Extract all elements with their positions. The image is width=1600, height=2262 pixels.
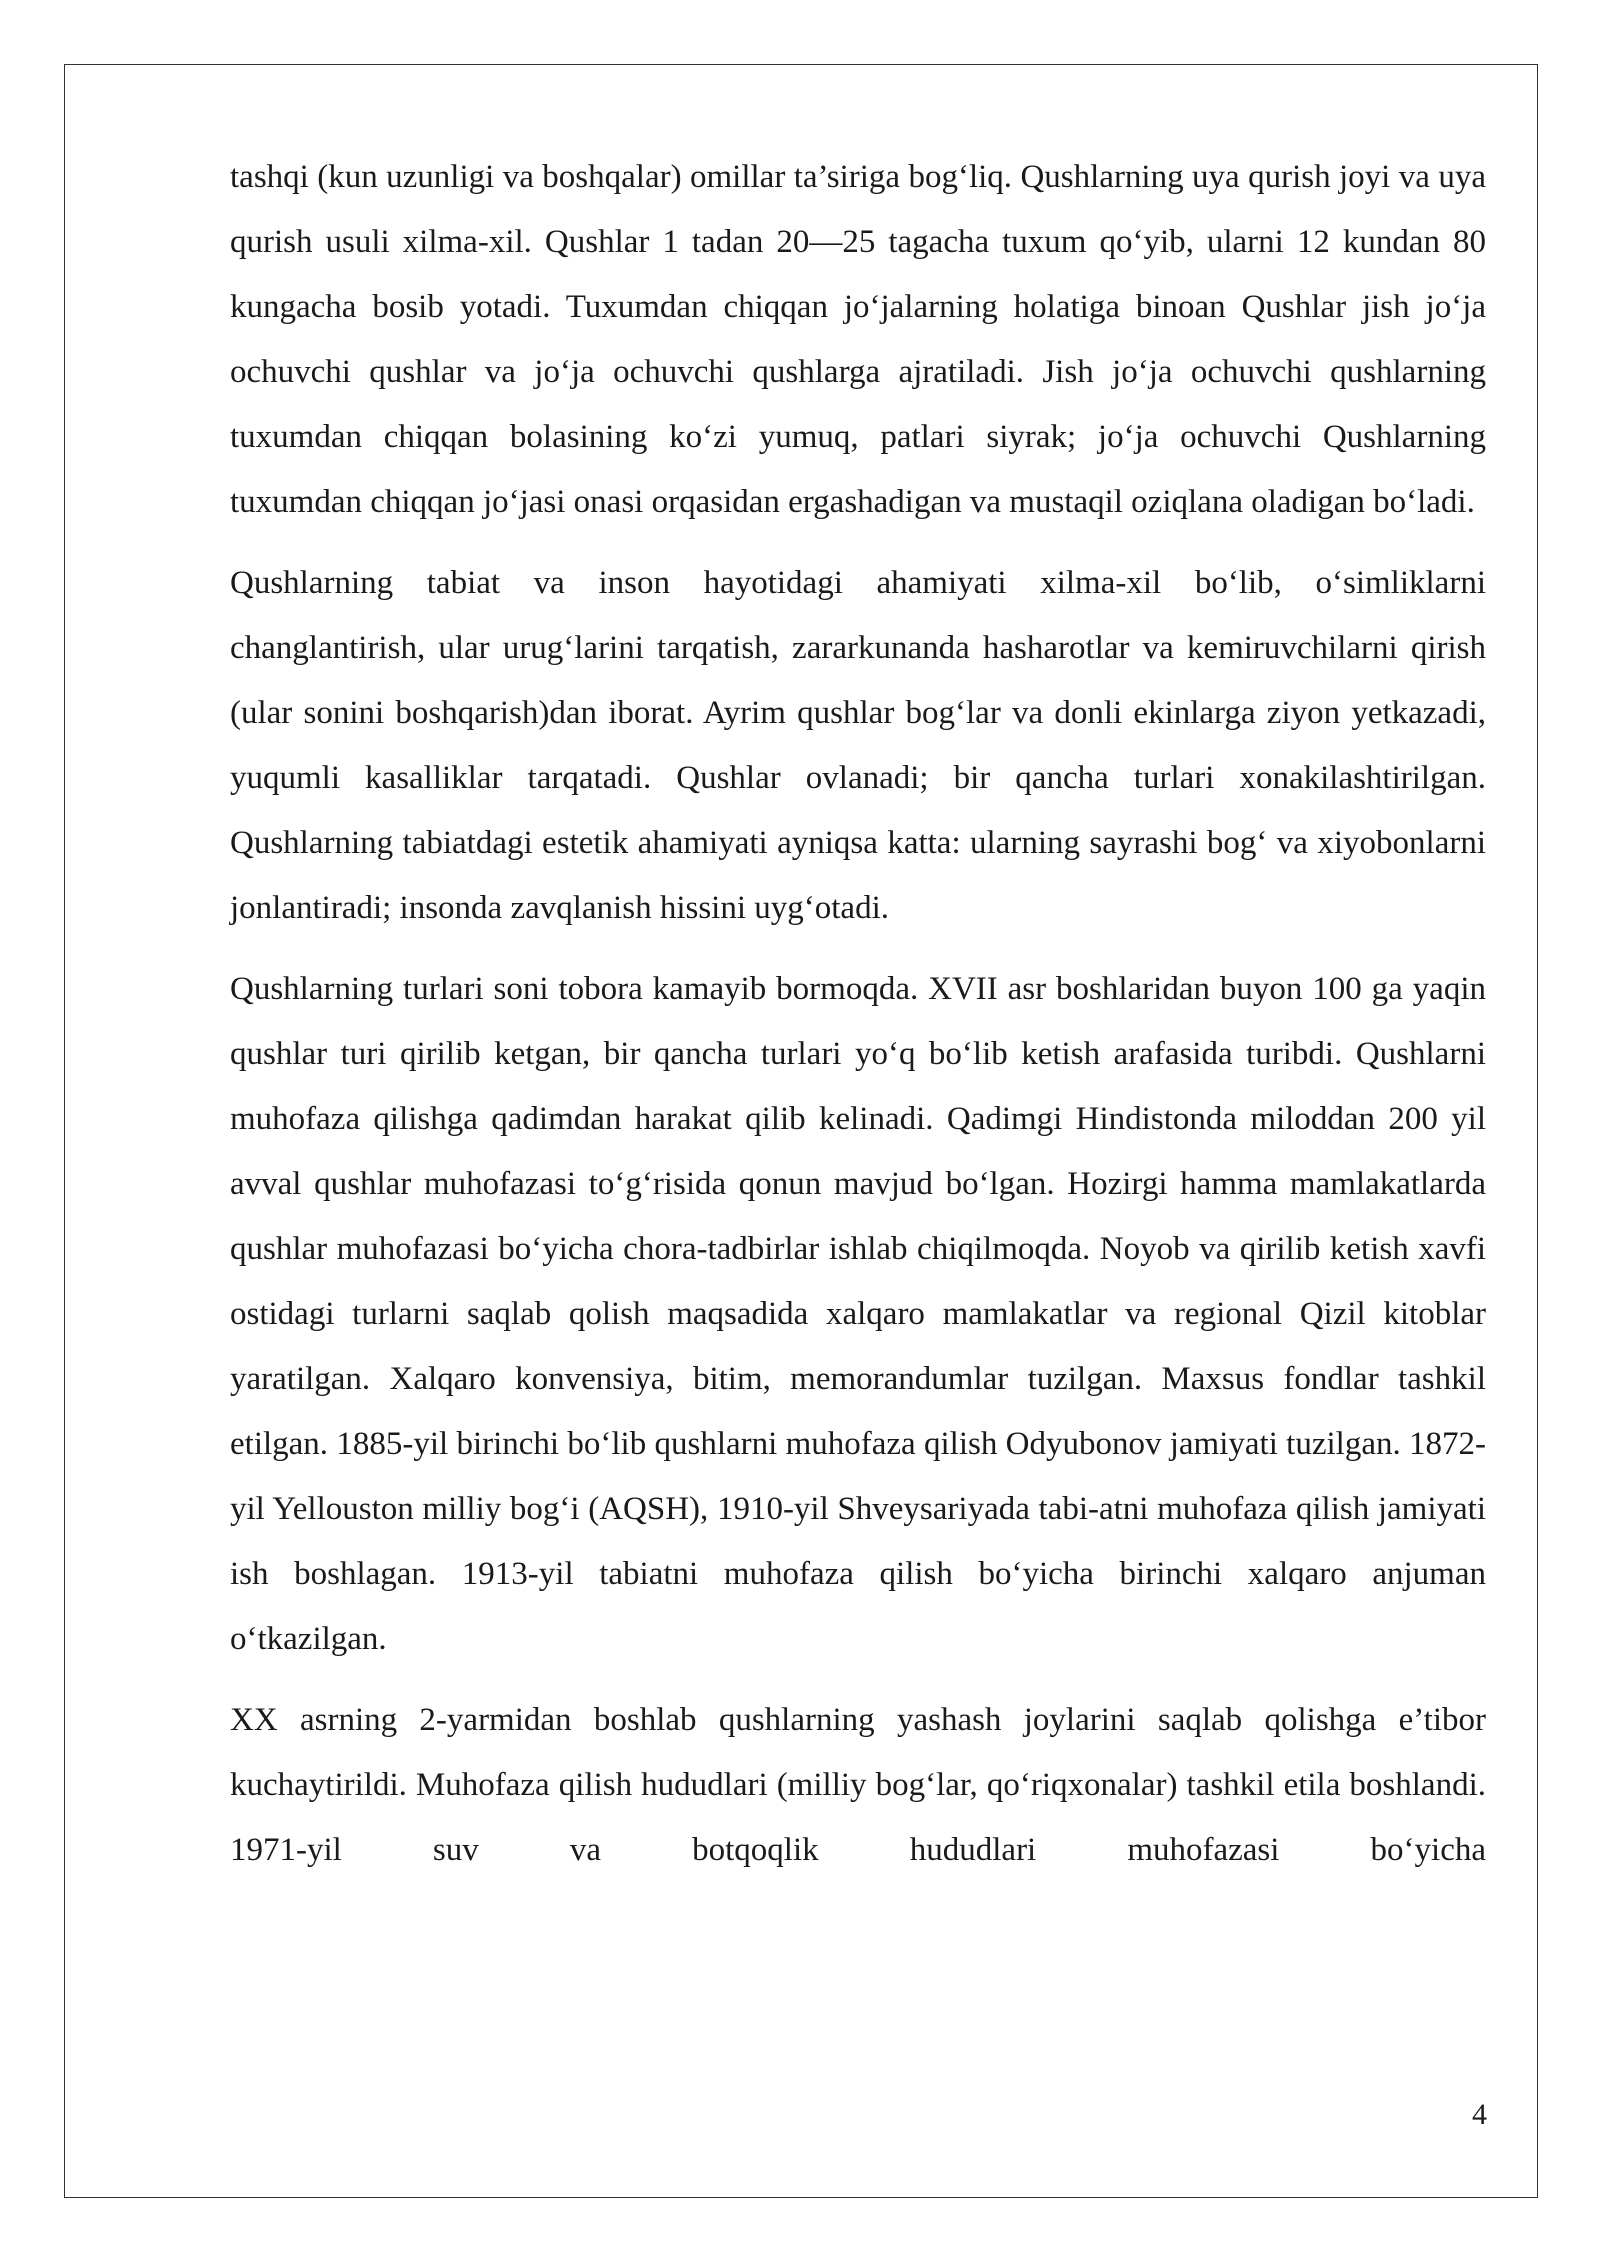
paragraph: Qushlarning tabiat va inson hayotidagi ahamiyati xilma-xil bo‘lib, o‘simliklarni changlantirish, ular urug‘larini tarqatish, zararkunanda hasharotlar va kemiruvchilarni qirish (ular sonini boshqarish)dan iborat. Ayrim qushlar bog‘lar va donli ekinlarga ziyon yetkazadi, yuqumli kasalliklar tarqatadi. Qushlar ovlanadi; bir qancha turlari xonakilashtirilgan. Qushlarning tabiatdagi estetik ahamiyati ayniqsa katta: ularning sayrashi bog‘ va xiyobonlarni jonlantiradi; insonda zavqlanish hissini uyg‘otadi. bbox=[230, 565, 1486, 926]
page-number: 4 bbox=[1472, 2098, 1487, 2131]
paragraph: Qushlarning turlari soni tobora kamayib bormoqda. XVII asr boshlaridan buyon 100 ga yaqin qushlar turi qirilib ketgan, bir qancha turlari yo‘q bo‘lib ketish arafasida turibdi. Qushlarni muhofaza qilishga qadimdan harakat qilib kelinadi. Qadimgi Hindistonda miloddan 200 yil avval qushlar muhofazasi to‘g‘risida qonun mavjud bo‘lgan. Hozirgi hamma mamlakatlarda qushlar muhofazasi bo‘yicha chora-tadbirlar ishlab chiqilmoqda. Noyob va qirilib ketish xavfi ostidagi turlarni saqlab qolish maqsadida xalqaro mamlakatlar va regional Qizil kitoblar yaratilgan. Xalqaro konvensiya, bitim, memorandumlar tuzilgan. Maxsus fondlar tashkil etilgan. 1885-yil birinchi bo‘lib qushlarni muhofaza qilish Odyubonov jamiyati tuzilgan. 1872-yil Yellouston milliy bog‘i (AQSH), 1910-yil Shveysariyada tabi-atni muhofaza qilish jamiyati ish boshlagan. 1913-yil tabiatni muhofaza qilish bo‘yicha birinchi xalqaro anjuman o‘tkazilgan. bbox=[230, 971, 1486, 1657]
paragraph: XX asrning 2-yarmidan boshlab qushlarning yashash joylarini saqlab qolishga e’tibor kuchaytirildi. Muhofaza qilish hududlari (milliy bog‘lar, qo‘riqxonalar) tashkil etila boshlandi. 1971-yil suv va botqoqlik hududlari muhofazasi bo‘yicha bbox=[230, 1702, 1486, 1868]
paragraph: tashqi (kun uzunligi va boshqalar) omillar ta’siriga bog‘liq. Qushlarning uya qurish joyi va uya qurish usuli xilma-xil. Qushlar 1 tadan 20—25 tagacha tuxum qo‘yib, ularni 12 kundan 80 kungacha bosib yotadi. Tuxumdan chiqqan jo‘jalarning holatiga binoan Qushlar jish jo‘ja ochuvchi qushlar va jo‘ja ochuvchi qushlarga ajratiladi. Jish jo‘ja ochuvchi qushlarning tuxumdan chiqqan bolasining ko‘zi yumuq, patlari siyrak; jo‘ja ochuvchi Qushlarning tuxumdan chiqqan jo‘jasi onasi orqasidan ergashadigan va mustaqil oziqlana oladigan bo‘ladi. bbox=[230, 159, 1486, 520]
document-body bbox=[230, 145, 1486, 1899]
